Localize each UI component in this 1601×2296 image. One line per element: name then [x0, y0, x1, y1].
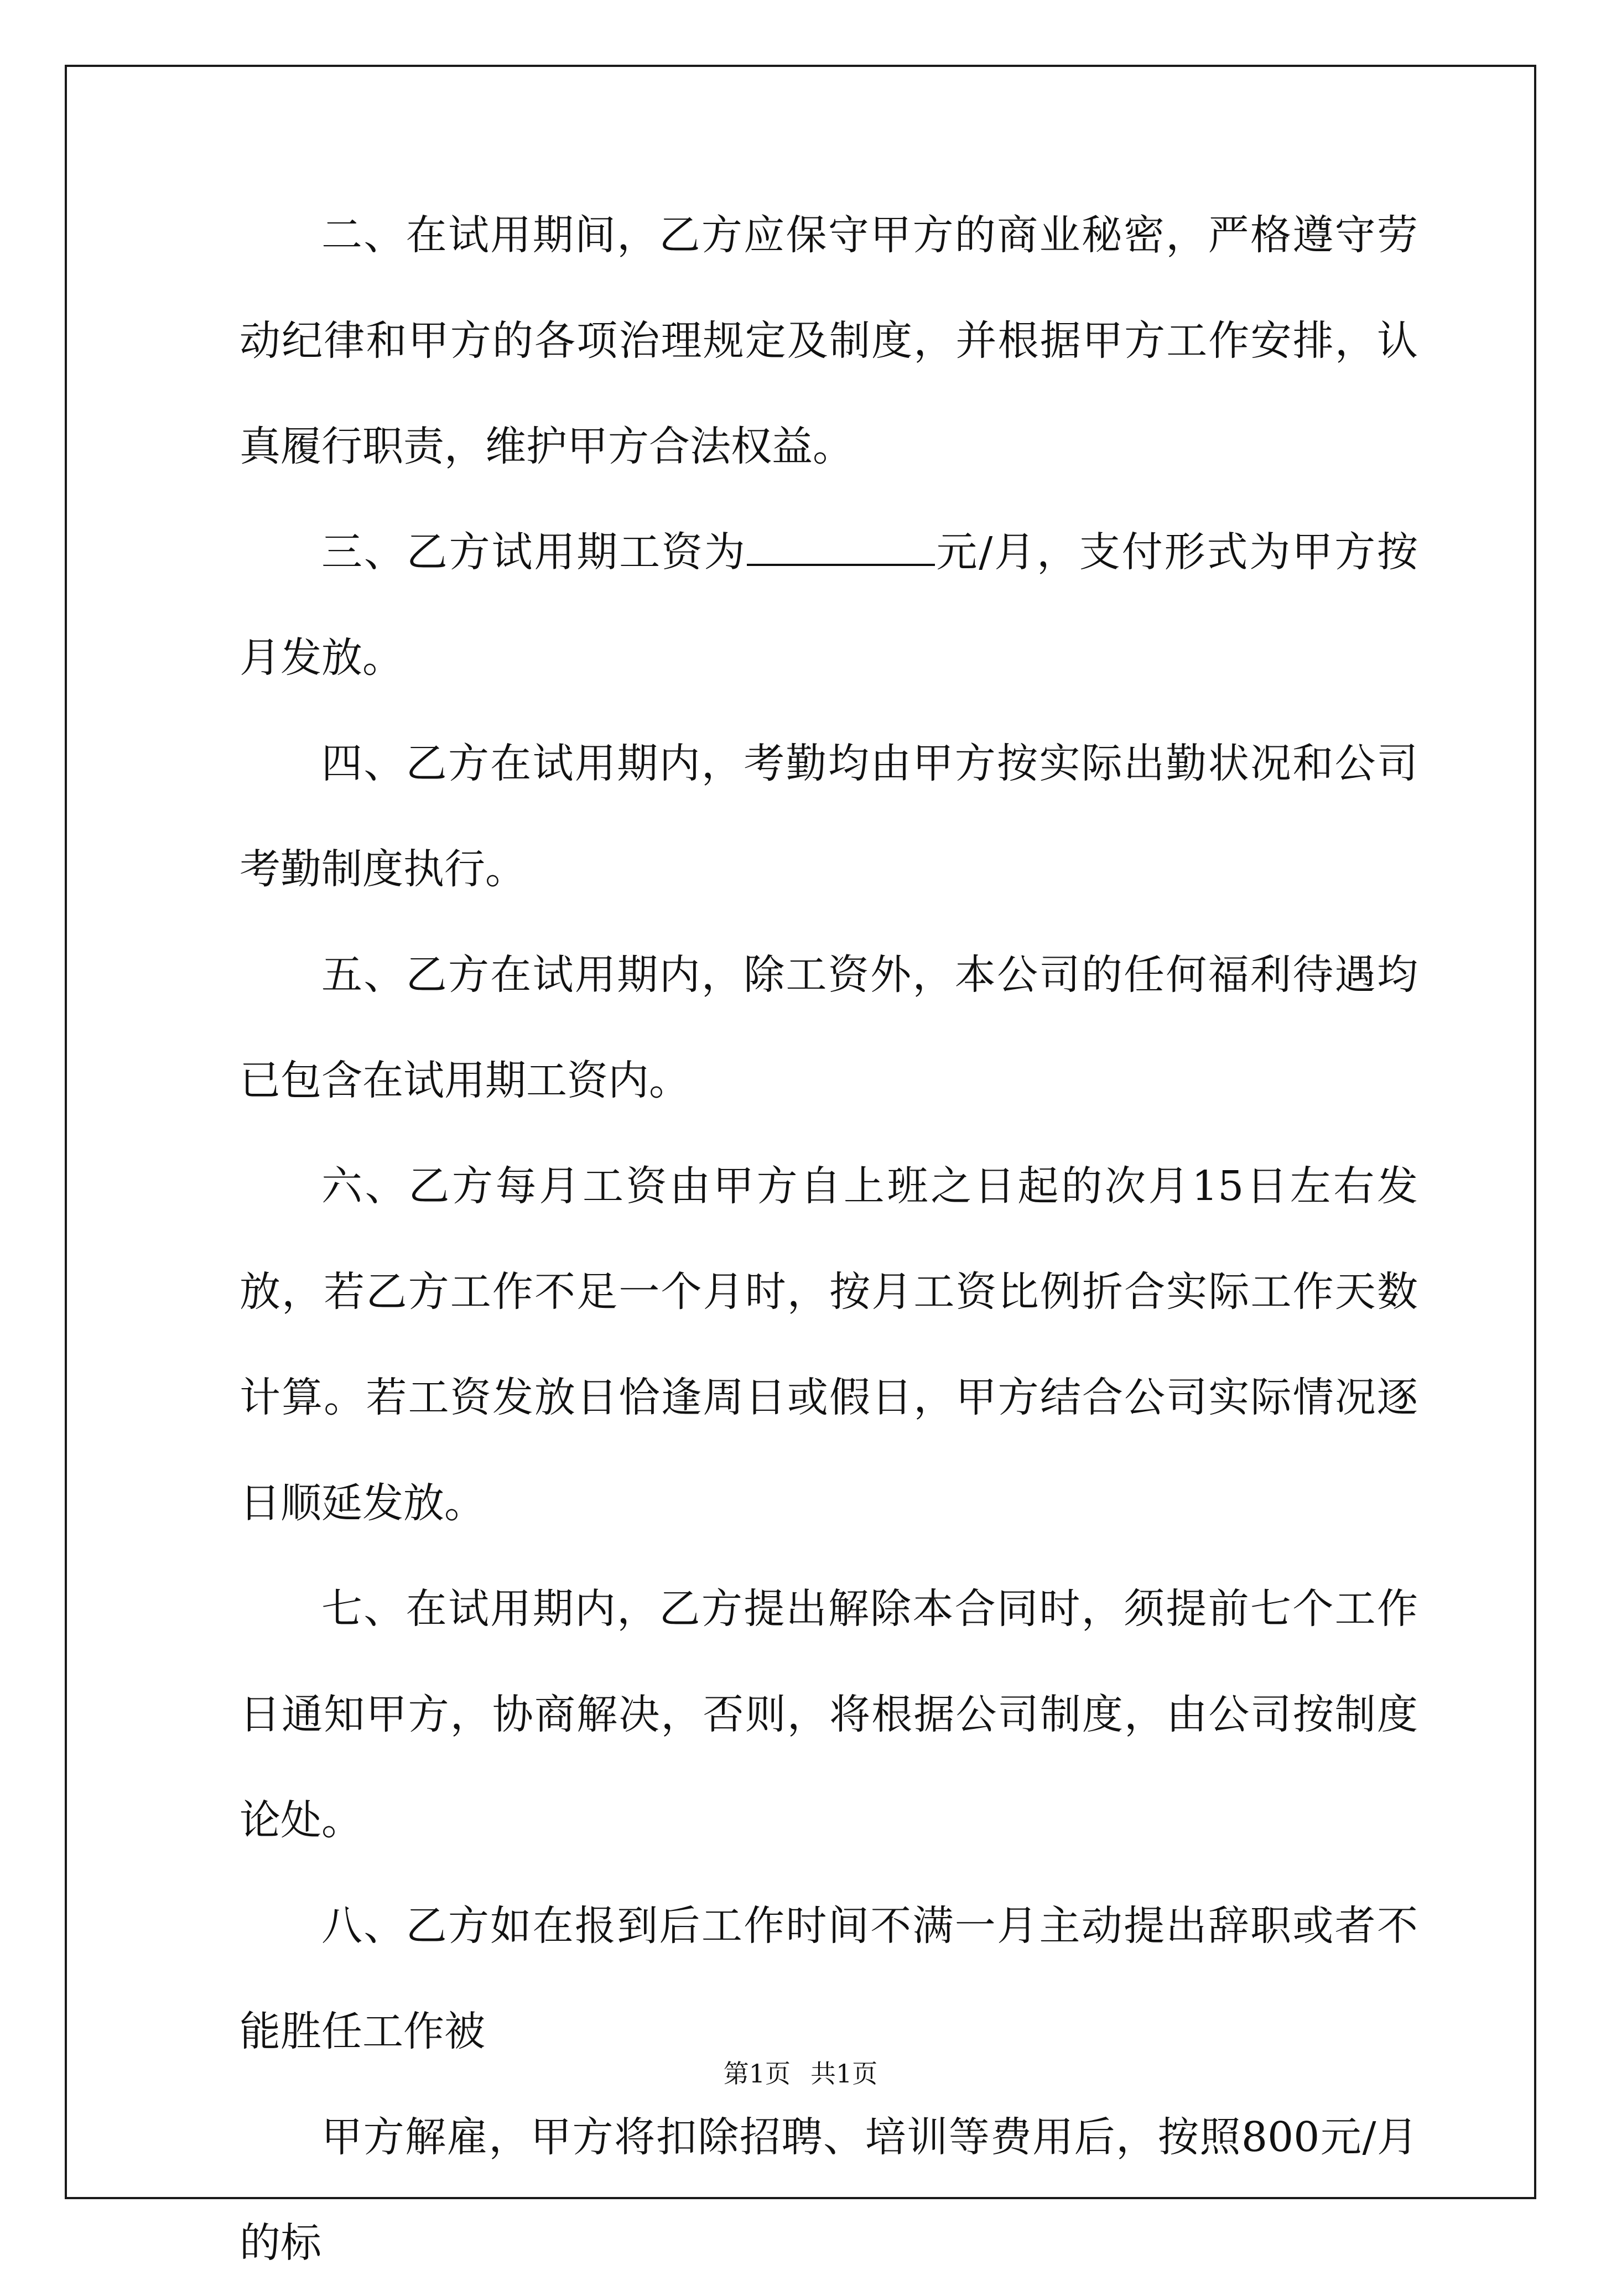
clause-8-continued: 甲方解雇，甲方将扣除招聘、培训等费用后，按照800元/月的标 — [240, 2113, 1418, 2267]
clause-4: 四、乙方在试用期内，考勤均由甲方按实际出勤状况和公司考勤制度执行。 — [240, 740, 1418, 893]
document-body — [240, 183, 1418, 2296]
clause-3 — [240, 500, 1418, 711]
clause-2: 二、在试用期间，乙方应保守甲方的商业秘密，严格遵守劳动纪律和甲方的各项治理规定及制度，并根据甲方工作安排，认真履行职责，维护甲方合法权益。 — [240, 211, 1418, 470]
clause-6: 六、乙方每月工资由甲方自上班之日起的次月15日左右发放，若乙方工作不足一个月时，按月工资比例折合实际工作天数计算。若工资发放日恰逢周日或假日，甲方结合公司实际情况逐日顺延发放。 — [240, 1162, 1418, 1527]
clause-3-after: 元/月，支付形式为甲方按月发放。 — [240, 528, 1418, 682]
page-footer — [0, 2054, 1601, 2090]
clause-3-before: 三、乙方试用期工资为 — [321, 528, 747, 576]
clause-8: 八、乙方如在报到后工作时间不满一月主动提出辞职或者不能胜任工作被 — [240, 1902, 1418, 2055]
page-number-total: 共1页 — [810, 2059, 878, 2089]
clause-5: 五、乙方在试用期内，除工资外，本公司的任何福利待遇均已包含在试用期工资内。 — [240, 951, 1418, 1104]
clause-7: 七、在试用期内，乙方提出解除本合同时，须提前七个工作日通知甲方，协商解决，否则，将根据公司制度，由公司按制度论处。 — [240, 1585, 1418, 1844]
page-number-current: 第1页 — [723, 2059, 791, 2089]
salary-blank-line — [747, 529, 935, 566]
